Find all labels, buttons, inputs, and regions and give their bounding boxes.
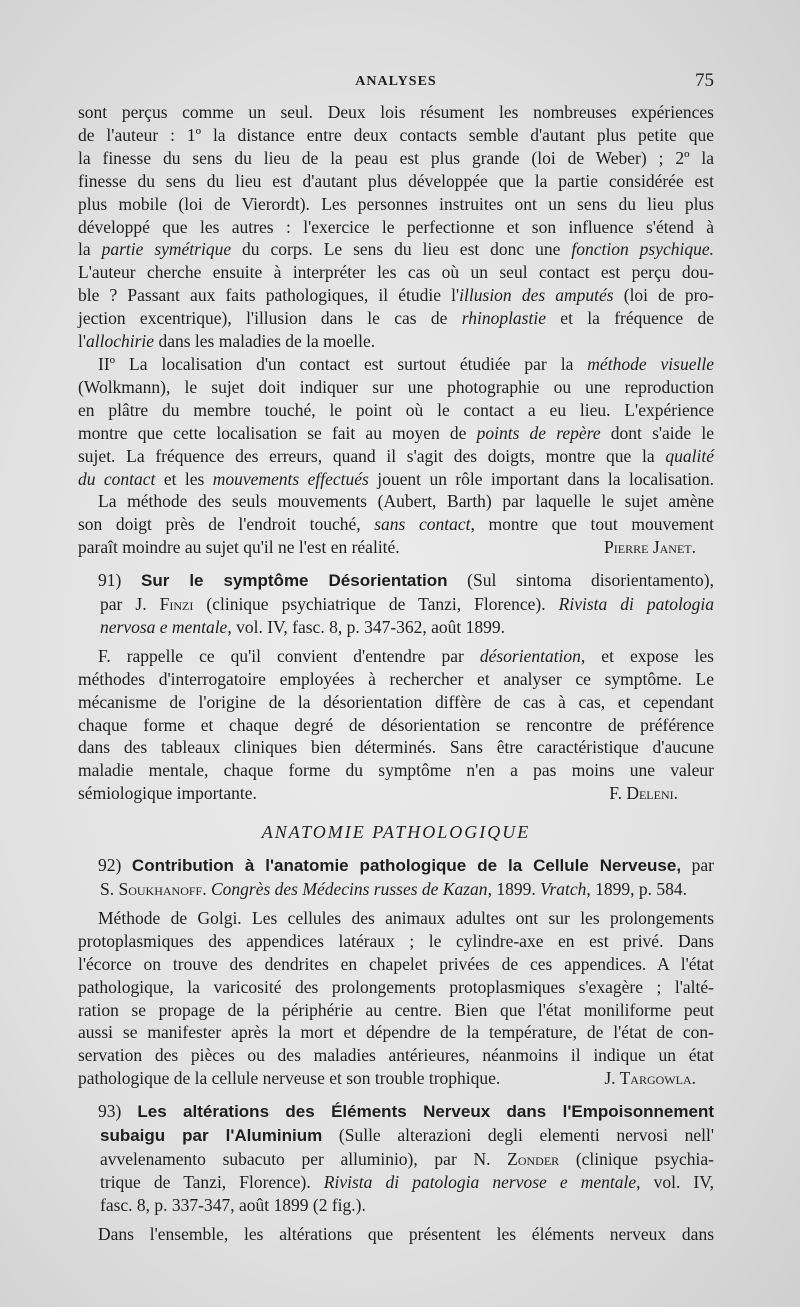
text-run: , montre que tout mouvement — [470, 514, 714, 535]
text-line: La méthode des seuls mouvements (Aubert, Barth) par laquelle le sujet amène — [98, 491, 714, 512]
text-run: dont s'aide le — [600, 422, 714, 443]
text-line — [78, 616, 714, 639]
text-line — [78, 645, 714, 668]
italic-term: fonction psychique. — [571, 239, 715, 260]
text-line: plus mobile (loi de Vierordt). Les personnes instruites ont un sens du lieu plus — [78, 193, 714, 214]
text-line — [78, 1067, 714, 1090]
running-head: ANALYSES — [355, 74, 437, 89]
text-line — [78, 782, 714, 805]
text-line — [78, 422, 714, 445]
italic-term: points de repère — [476, 422, 601, 443]
text-run: et les — [155, 468, 213, 489]
text-line: aussi se manifester après la mort et dépendre de la température, de l'état de con- — [78, 1022, 714, 1043]
text-line: fasc. 8, p. 337-347, août 1899 (2 fig.). — [100, 1194, 366, 1215]
journal-title: Rivista di patologia — [558, 594, 715, 615]
text-run: (clinique psychiatrique de Tanzi, Florence). — [193, 594, 559, 615]
entry-heading — [78, 854, 714, 878]
italic-term: désorientation — [479, 645, 581, 666]
page-number: 75 — [695, 70, 714, 91]
text-line — [78, 468, 714, 491]
text-run: jouent un rôle important dans la localisation. — [368, 468, 715, 489]
text-line: L'auteur cherche ensuite à interpréter les cas où un seul contact est perçu dou- — [78, 262, 714, 283]
paragraph-continuation — [78, 101, 714, 353]
text-run: son doigt près de l'endroit touché, — [78, 514, 375, 535]
text-line: pathologique, la varicosité des prolongements protoplasmiques s'exagère ; l'alté- — [78, 976, 714, 997]
text-line: l'écorce on trouve des dendrites en chapelet privées de ces appendices. A l'état — [78, 953, 714, 974]
text-line — [78, 513, 714, 536]
text-run: , 1899. — [487, 879, 541, 899]
text-run: par J. — [100, 594, 160, 615]
paragraph-localisation — [78, 353, 714, 559]
text-line: de l'auteur : 1º la distance entre deux contacts semble d'autant plus petite que — [78, 124, 714, 145]
author-name: Soukhanoff — [118, 879, 203, 899]
text-line: développé que les autres : l'exercice le perfectionne et son influence s'étend à — [78, 216, 714, 237]
text-line — [78, 878, 714, 901]
text-run: (Sulle alterazioni degli elementi nervosi nell' — [322, 1125, 714, 1146]
text-run: avvelenamento subacuto per alluminio), par N. — [100, 1148, 508, 1169]
text-run: montre que cette localisation se fait au moyen de — [78, 422, 477, 443]
text-line — [78, 284, 714, 307]
page-header — [78, 70, 714, 94]
text-run: jection excentrique), l'illusion dans le cas de — [78, 308, 462, 329]
italic-term: sans contact — [374, 514, 471, 535]
text-run: du corps. Le sens du lieu est donc une — [231, 239, 572, 260]
entry-title: Les altérations des Éléments Nerveux dans l'Empoisonnement — [137, 1102, 714, 1122]
entry-title: Sur le symptôme Désorientation — [140, 571, 448, 591]
italic-term: qualité — [665, 445, 714, 466]
text-run: pathologique de la cellule nerveuse et son trouble trophique. — [78, 1068, 501, 1089]
italic-term: du contact — [78, 468, 156, 489]
text-line: mécanisme de l'origine de la désorientation diffère de cas à cas, et cependant — [78, 691, 714, 712]
entry-91 — [78, 569, 714, 805]
text-line — [78, 1171, 714, 1194]
entry-92 — [78, 854, 714, 1090]
text-run: ble ? Passant aux faits pathologiques, il étudie l' — [78, 285, 460, 306]
text-run: (Sul sintoma disorientamento), — [447, 570, 715, 591]
italic-term: allochirie — [86, 331, 155, 352]
author-signature: F. Deleni. — [609, 783, 678, 804]
text-line — [78, 353, 714, 376]
text-run: F. rappelle ce qu'il convient d'entendre par — [98, 645, 480, 666]
journal-title: Vratch — [540, 879, 587, 899]
text-line: méthodes d'interrogatoire employées à rechercher et analyser ce symptôme. Le — [78, 668, 714, 689]
text-run: S. — [100, 879, 119, 899]
author-name: Finzi — [159, 594, 194, 615]
text-line: dans des tableaux cliniques bien déterminés. Sans être caractéristique d'aucune — [78, 737, 714, 758]
text-line: finesse du sens du lieu est d'autant plus développée que la partie considérée est — [78, 170, 714, 191]
entry-title: Contribution à l'anatomie pathologique de la Cellule Nerveuse, — [131, 856, 682, 876]
text-line: en plâtre du membre touché, le point où le contact a eu lieu. L'expérience — [78, 399, 714, 420]
journal-title: Rivista di patologia nervose e mentale — [323, 1171, 637, 1192]
journal-title: Congrès des Médecins russes de Kazan — [210, 879, 488, 899]
entry-number: 93) — [98, 1101, 122, 1122]
text-line: servation des pièces ou des maladies antérieures, néanmoins il indique un état — [78, 1045, 714, 1066]
text-run: , vol. IV, fasc. 8, p. 347-362, août 1899. — [227, 616, 506, 637]
entry-number: 92) — [98, 855, 122, 876]
italic-term: rhinoplastie — [461, 308, 546, 329]
text-line: ration se propage de la périphérie au centre. Bien que l'état moniliforme peut — [78, 999, 714, 1020]
text-line: maladie mentale, chaque forme du symptôme n'en a pas moins une valeur — [78, 760, 714, 781]
text-line: la finesse du sens du lieu de la peau est plus grande (loi de Weber) ; 2º la — [78, 147, 714, 168]
text-line: protoplasmiques des appendices latéraux ; le cylindre-axe en est privé. Dans — [78, 930, 714, 951]
text-run: , et expose les — [580, 645, 714, 666]
entry-heading — [78, 1100, 714, 1124]
italic-term: partie symétrique — [101, 239, 232, 260]
text-line: chaque forme et chaque degré de désorientation se rencontre de préférence — [78, 714, 714, 735]
text-line: sont perçus comme un seul. Deux lois résument les nombreuses expériences — [78, 102, 714, 122]
text-line: Dans l'ensemble, les altérations que présentent les éléments nerveux dans — [98, 1223, 714, 1244]
text-line — [78, 536, 714, 559]
text-run: et la fréquence de — [546, 308, 714, 329]
text-run: paraît moindre au sujet qu'il ne l'est en réalité. — [78, 537, 400, 558]
text-line — [78, 445, 714, 468]
text-run: l' — [78, 331, 87, 352]
spacer — [78, 559, 714, 569]
author-name: Zonder — [507, 1148, 560, 1169]
section-heading: ANATOMIE PATHOLOGIQUE — [261, 822, 531, 843]
entry-heading — [78, 569, 714, 593]
text-run: la — [78, 239, 102, 260]
text-run: dans les maladies de la moelle. — [154, 331, 376, 352]
author-signature: Pierre Janet. — [604, 537, 696, 558]
italic-term: illusion des amputés — [459, 285, 614, 306]
text-line: Méthode de Golgi. Les cellules des animaux adultes ont sur les prolongements — [98, 907, 714, 928]
text-line: (Wolkmann), le sujet doit indiquer sur une photographie ou une reproduction — [78, 376, 714, 397]
page-body — [78, 101, 714, 1246]
entry-93 — [78, 1100, 714, 1245]
text-line — [78, 238, 714, 261]
text-run: sujet. La fréquence des erreurs, quand il s'agit des doigts, montre que la — [78, 445, 666, 466]
text-run: trique de Tanzi, Florence). — [100, 1171, 324, 1192]
entry-number: 91) — [98, 570, 122, 591]
text-line — [78, 593, 714, 616]
text-line — [78, 1124, 714, 1148]
journal-title: nervosa e mentale — [100, 616, 228, 637]
text-run: , 1899, p. 584. — [586, 879, 688, 899]
text-run: IIº La localisation d'un contact est surtout étudiée par la — [98, 353, 588, 374]
text-run: , vol. IV, — [636, 1171, 715, 1192]
text-run: par — [681, 855, 714, 876]
text-line — [78, 330, 714, 353]
text-run: (clinique psychia- — [559, 1148, 714, 1169]
text-line — [78, 307, 714, 330]
italic-term: méthode visuelle — [587, 353, 714, 374]
text-run: sémiologique importante. — [78, 783, 257, 804]
author-signature: J. Targowla. — [604, 1068, 696, 1089]
italic-term: mouvements effectués — [212, 468, 369, 489]
text-line — [78, 1148, 714, 1171]
spacer — [78, 1090, 714, 1100]
text-run: . — [202, 879, 211, 899]
text-run: (loi de pro- — [613, 285, 714, 306]
entry-title: subaigu par l'Aluminium — [100, 1126, 323, 1146]
